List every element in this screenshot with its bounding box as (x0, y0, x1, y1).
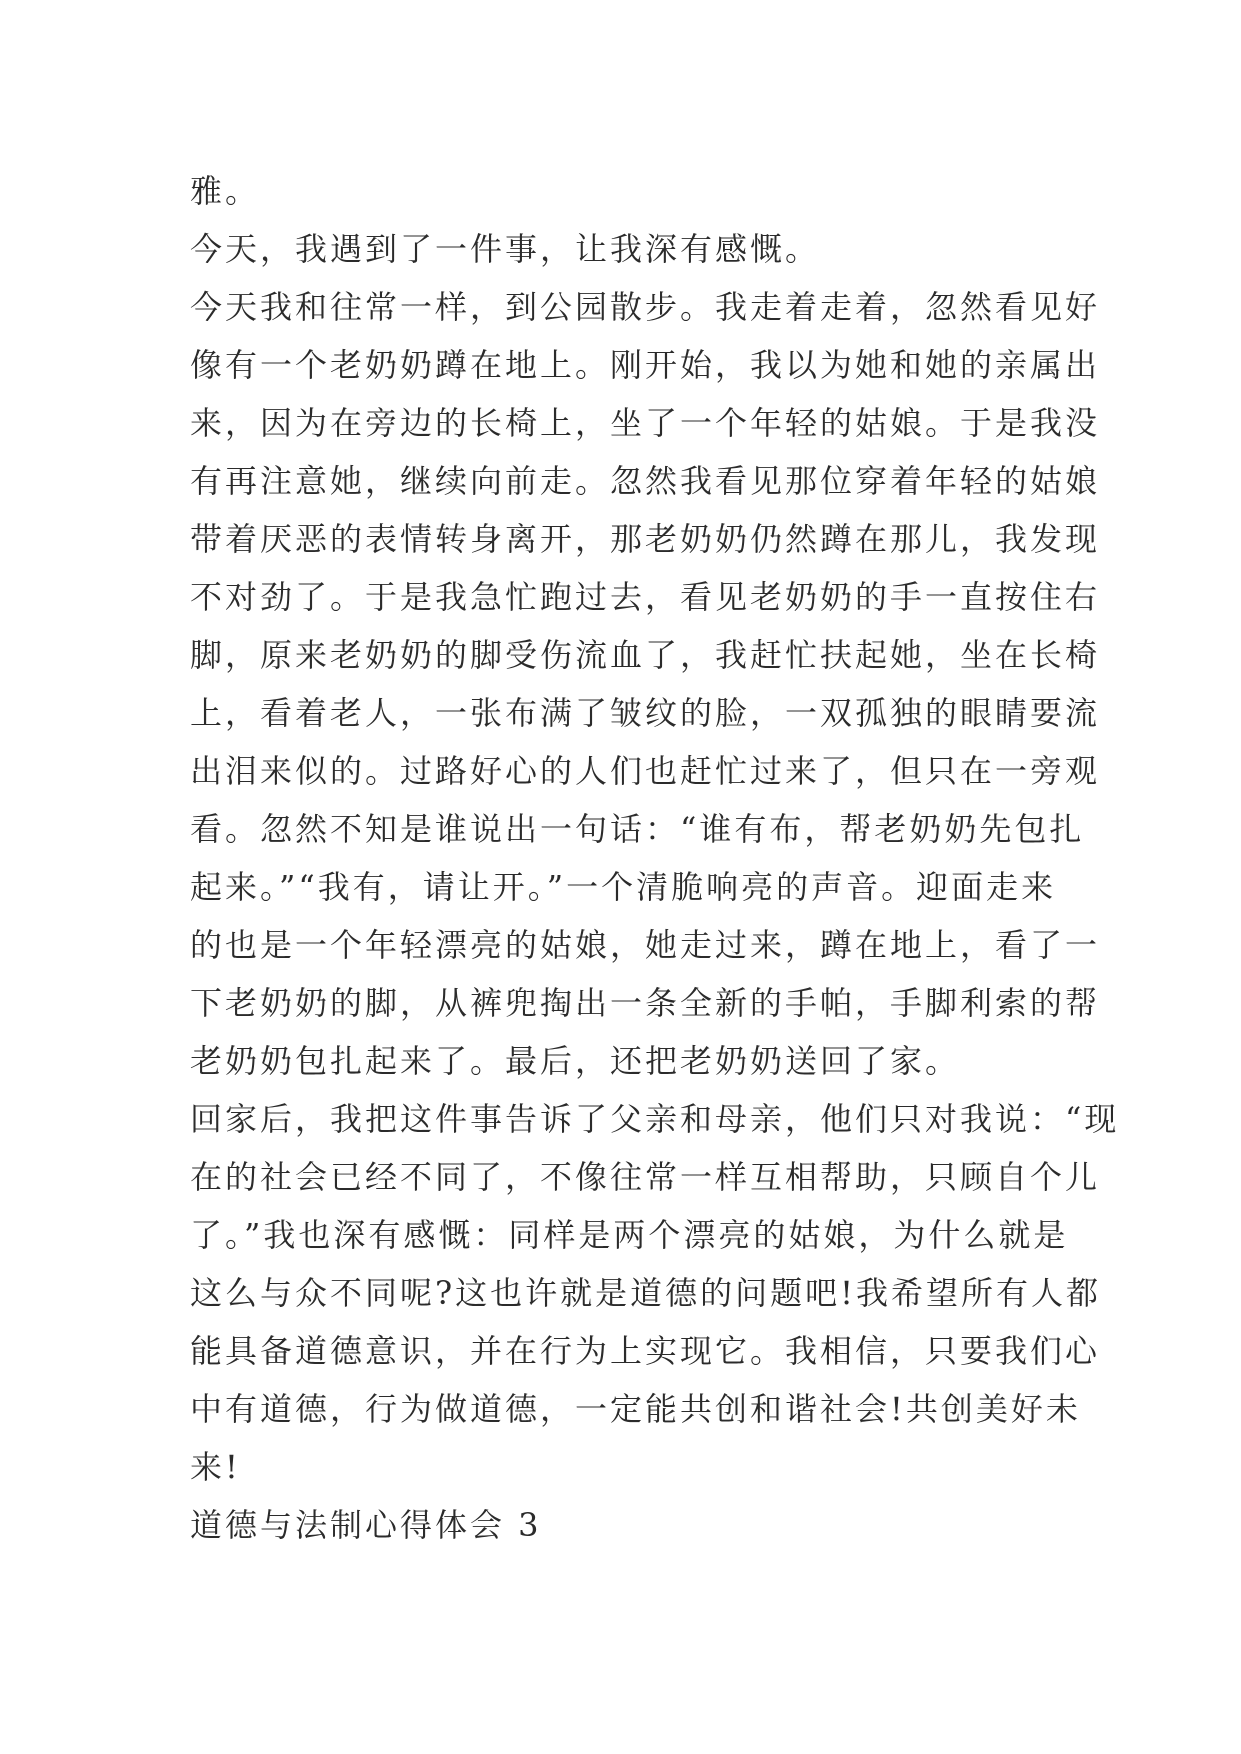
text-line: 今天，我遇到了一件事，让我深有感慨。 (190, 230, 821, 268)
text-line: 起来。”“我有，请让开。”一个清脆响亮的声音。迎面走来 (190, 868, 1057, 906)
text-line: 有再注意她，继续向前走。忽然我看见那位穿着年轻的姑娘 (190, 462, 1101, 500)
text-line: 能具备道德意识，并在行为上实现它。我相信，只要我们心 (190, 1332, 1101, 1370)
section-heading: 道德与法制心得体会 3 (190, 1506, 542, 1544)
text-line: 在的社会已经不同了，不像往常一样互相帮助，只顾自个儿 (190, 1158, 1101, 1196)
text-line: 不对劲了。于是我急忙跑过去，看见老奶奶的手一直按住右 (190, 578, 1101, 616)
text-line: 上，看着老人，一张布满了皱纹的脸，一双孤独的眼睛要流 (190, 694, 1101, 732)
text-line: 老奶奶包扎起来了。最后，还把老奶奶送回了家。 (190, 1042, 961, 1080)
text-line: 的也是一个年轻漂亮的姑娘，她走过来，蹲在地上，看了一 (190, 926, 1101, 964)
text-line: 了。”我也深有感慨：同样是两个漂亮的姑娘，为什么就是 (190, 1216, 1069, 1254)
text-line: 雅。 (190, 172, 261, 210)
text-line: 中有道德，行为做道德，一定能共创和谐社会!共创美好未 (190, 1390, 1081, 1428)
text-line: 回家后，我把这件事告诉了父亲和母亲，他们只对我说：“现 (190, 1100, 1120, 1138)
text-line: 这么与众不同呢?这也许就是道德的问题吧!我希望所有人都 (190, 1274, 1102, 1312)
paragraph-3 (190, 278, 1101, 1090)
paragraph-1 (190, 162, 1052, 220)
text-line: 来! (190, 1448, 241, 1486)
paragraph-2 (190, 220, 1052, 278)
paragraph-4 (190, 1090, 1120, 1496)
text-line: 像有一个老奶奶蹲在地上。刚开始，我以为她和她的亲属出 (190, 346, 1101, 384)
text-line: 来，因为在旁边的长椅上，坐了一个年轻的姑娘。于是我没 (190, 404, 1101, 442)
text-line: 带着厌恶的表情转身离开，那老奶奶仍然蹲在那儿，我发现 (190, 520, 1101, 558)
document-body (190, 162, 1120, 1554)
text-line: 今天我和往常一样，到公园散步。我走着走着，忽然看见好 (190, 288, 1101, 326)
text-line: 出泪来似的。过路好心的人们也赶忙过来了，但只在一旁观 (190, 752, 1101, 790)
text-line: 下老奶奶的脚，从裤兜掏出一条全新的手帕，手脚利索的帮 (190, 984, 1101, 1022)
text-line: 脚，原来老奶奶的脚受伤流血了，我赶忙扶起她，坐在长椅 (190, 636, 1101, 674)
text-line: 看。忽然不知是谁说出一句话：“谁有布，帮老奶奶先包扎 (190, 810, 1085, 848)
